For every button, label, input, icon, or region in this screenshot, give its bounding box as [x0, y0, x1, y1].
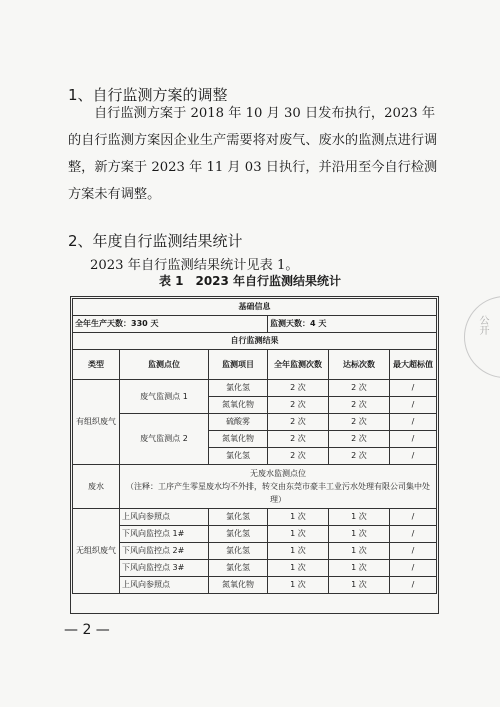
section1-paragraph: 自行监测方案于 2018 年 10 月 30 日发布执行，2023 年的自行监测方案因企业生产需要将对废气、废水的监测点进行调整，新方案于 2023 年 11 月 03 日执行，并沿用至今自行检测方案未有调整。 — [68, 106, 438, 202]
table-cell: / — [390, 431, 437, 448]
table-cell: 2 次 — [268, 431, 329, 448]
table-cell: 氯化氢 — [209, 526, 268, 543]
table-cell: 2 次 — [329, 448, 390, 465]
table-cell: 2 次 — [268, 380, 329, 397]
table-cell: 1 次 — [329, 543, 390, 560]
table-cell: 2 次 — [268, 414, 329, 431]
table-cell: 下风向监控点 2# — [120, 543, 209, 560]
type-organized: 有组织废气 — [73, 380, 120, 465]
table-cell: / — [390, 509, 437, 526]
table-cell: 氯化氢 — [209, 448, 268, 465]
table-cell: 1 次 — [329, 526, 390, 543]
results-title: 自行监测结果 — [73, 333, 437, 350]
type-wastewater: 废水 — [73, 465, 120, 509]
production-days: 全年生产天数：330 天 — [73, 316, 268, 333]
section2-heading: 2、年度自行监测结果统计 — [68, 232, 243, 250]
wastewater-note — [120, 465, 437, 509]
header-type: 类型 — [73, 350, 120, 380]
table-cell: / — [390, 577, 437, 594]
section2-intro: 2023 年自行监测结果统计见表 1。 — [90, 258, 299, 273]
results-table — [72, 298, 437, 594]
header-point: 监测点位 — [120, 350, 209, 380]
table-cell: 1 次 — [268, 526, 329, 543]
table-cell: 2 次 — [268, 397, 329, 414]
basic-info-title: 基础信息 — [73, 299, 437, 316]
table-cell: / — [390, 543, 437, 560]
table-cell: / — [390, 526, 437, 543]
table-cell: 氯化氢 — [209, 543, 268, 560]
header-annual-count: 全年监测次数 — [268, 350, 329, 380]
section1-heading: 1、自行监测方案的调整 — [68, 86, 228, 104]
table-cell: 氮氧化物 — [209, 431, 268, 448]
point-2: 废气监测点 2 — [120, 414, 209, 465]
page-number: — 2 — — [64, 622, 110, 638]
table-cell: 2 次 — [329, 380, 390, 397]
table-cell: / — [390, 414, 437, 431]
table-cell: 1 次 — [329, 560, 390, 577]
table-cell: 上风向参照点 — [120, 509, 209, 526]
table-cell: 硫酸雾 — [209, 414, 268, 431]
header-compliant-count: 达标次数 — [329, 350, 390, 380]
table-cell: 2 次 — [329, 431, 390, 448]
table-cell: / — [390, 397, 437, 414]
table-cell: 2 次 — [329, 397, 390, 414]
wastewater-note-line1: 无废水监测点位 — [250, 469, 306, 478]
table-caption: 表 1 2023 年自行监测结果统计 — [158, 274, 342, 288]
table-cell: / — [390, 380, 437, 397]
table-cell: 氯化氢 — [209, 380, 268, 397]
table-cell: 1 次 — [268, 560, 329, 577]
type-unorganized: 无组织废气 — [73, 509, 120, 594]
monitoring-days: 监测天数：4 天 — [268, 316, 437, 333]
table-cell: 上风向参照点 — [120, 577, 209, 594]
table-cell: 2 次 — [329, 414, 390, 431]
seal-stamp — [464, 296, 500, 378]
table-cell: 氯化氢 — [209, 560, 268, 577]
table-cell: 2 次 — [268, 448, 329, 465]
header-item: 监测项目 — [209, 350, 268, 380]
header-max-exceed: 最大超标值 — [390, 350, 437, 380]
table-cell: 1 次 — [268, 543, 329, 560]
wastewater-note-line2: （注释：工序产生零星废水均不外排，转交由东莞市豪丰工业污水处理有限公司集中处理） — [126, 482, 430, 504]
table-cell: 1 次 — [268, 577, 329, 594]
table-cell: 下风向监控点 1# — [120, 526, 209, 543]
table-cell: / — [390, 448, 437, 465]
point-1: 废气监测点 1 — [120, 380, 209, 414]
table-cell: 1 次 — [268, 509, 329, 526]
table-cell: 1 次 — [329, 509, 390, 526]
seal-stamp-text: 公开 — [477, 315, 488, 335]
table-cell: 1 次 — [329, 577, 390, 594]
table-cell: 下风向监控点 3# — [120, 560, 209, 577]
table-cell: 氮氧化物 — [209, 397, 268, 414]
table-cell: / — [390, 560, 437, 577]
table-cell: 氯化氢 — [209, 509, 268, 526]
table-cell: 氮氧化物 — [209, 577, 268, 594]
